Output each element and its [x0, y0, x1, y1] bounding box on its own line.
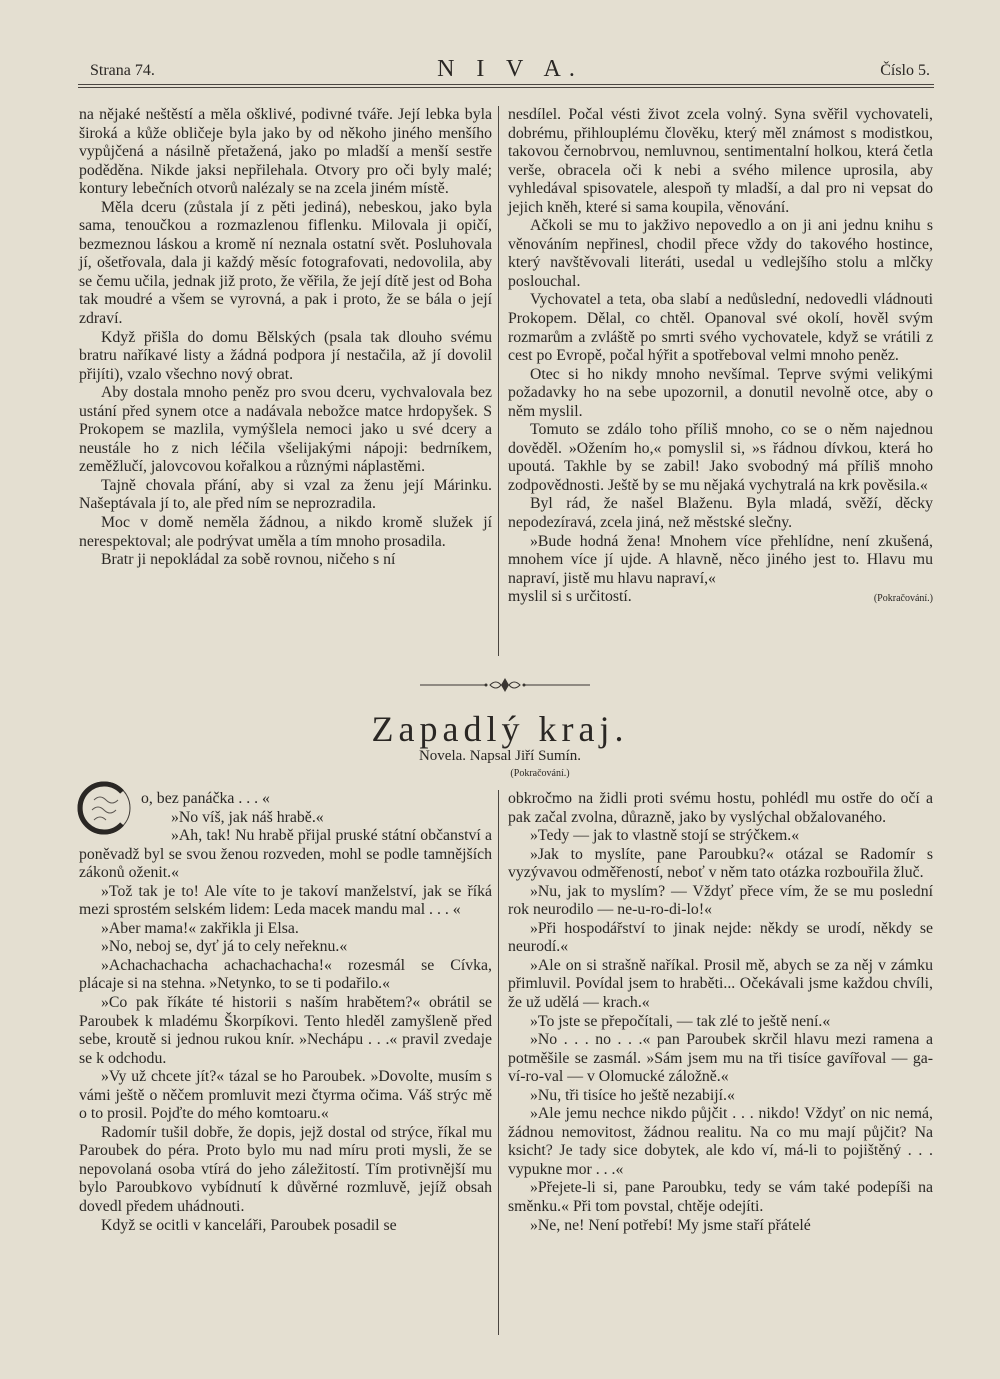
paragraph: »Při hospodářství to jinak nejde: někdy se urodí, někdy se neurodí.« — [508, 919, 933, 956]
article-byline: Novela. Napsal Jiří Sumín. — [418, 748, 582, 764]
paragraph: »No víš, jak náš hrabě.« — [171, 808, 324, 826]
magazine-title: N I V A. — [437, 56, 583, 82]
paragraph: »Ne, ne! Není potřebí! My jsme staří přátelé — [530, 1216, 811, 1234]
paragraph: Bratr ji nepokládal za sobě rovnou, ničeho s ní — [101, 551, 396, 569]
page-header — [90, 56, 930, 82]
paragraph: Byl rád, že našel Blaženu. Byla mladá, svěží, děcky nepodezíravá, zcela jiná, než městské slečny. — [508, 495, 933, 532]
paragraph: Radomír tušil dobře, že dopis, jejž dostal od strýce, říkal mu Paroubek do péra. Proto bylo mu nad míru proti mysli, že se nepovolaná osoba vtírá do jeho záležitostí. Tím protivnější mu bylo Paroubkovo vybídnutí k důvěrné rozmluvě, jejíž obsah dovedl předem uhádnouti. — [79, 1123, 492, 1216]
continued-note: (Pokračování.) — [510, 768, 570, 779]
paragraph: Aby dostala mnoho peněz pro svou dceru, vychvalovala bez ustání před synem otce a nadávala nebožce matce hrdopyšek. S Prokopem se mazlila, vymýšlela nemoci jako u své dcery a neustále ho z nich léčila všelijakými nápoji: bedrníkem, zeměžlučí, jalovcovou kořalkou a různými náplastěmi. — [79, 384, 492, 476]
paragraph: Když přišla do domu Bělských (psala tak dlouho svému bratru naříkavé listy a žádná podpora jí nestačila, až jí dovolil přijíti), vzalo všechno nový obrat. — [79, 328, 492, 383]
paragraph: »Vy už chcete jít?« tázal se ho Paroubek. »Dovolte, musím s vámi ještě o něčem promluvit mezi čtyrma očima. Váš strýc mě o to prosil. Pojďte do mého komtoaru.« — [79, 1068, 492, 1123]
paragraph: Moc v domě neměla žádnou, a nikdo kromě služek jí nerespektoval; ale podrývat uměla a tím mnoho prosadila. — [79, 514, 492, 550]
paragraph: »Bude hodná žena! Mnohem více přehlídne, není zkušená, mnohem více jí ujde. A hlavně, něco jiného jest to. Hlavu mu napraví, jistě mu hlavu napraví,« — [508, 532, 933, 587]
paragraph: »Co pak říkáte té historii s naším hrabětem?« obrátil se Paroubek k mladému Škorpíkovi. Tento hleděl zamyšleně před sebe, kroutě si jednou rukou knír. »Nechápu . . .« pravil zvedaje se k odchodu. — [79, 994, 492, 1067]
paragraph: o, bez panáčka . . . « — [141, 790, 270, 807]
paragraph: »Nu, tři tisíce ho ještě nezabijí.« — [530, 1086, 735, 1104]
drop-cap-text: C — [72, 776, 73, 777]
paragraph: »No . . . no . . .« pan Paroubek skrčil hlavu mezi ramena a potměšile se zasmál. »Sám jsem mu na tři tisíce gavířoval — ga-ví-ro-val — v Olomucké záložně.« — [508, 1031, 933, 1086]
issue-number: Číslo 5. — [880, 62, 930, 79]
paragraph: na nějaké neštěstí a měla ošklivé, podivné tváře. Její lebka byla široká a kůže obličeje byla jako by od někoho jiného menšího vypůjčená a násilně přetažená, jako po mladší a menší sestře poděděna. Nikde jaksi nepřilehala. Otvory pro oči byly malé; kontury lebečních otvorů nalézaly se na zcela jiném místě. — [79, 106, 492, 198]
paragraph: »Přejete-li si, pane Paroubku, tedy se vám také podepíši na směnku.« Při tom povstal, chtěje odejíti. — [508, 1179, 933, 1216]
paragraph: »Jak to myslíte, pane Paroubku?« otázal se Radomír s vyzývavou odměřeností, neboť v něm tato otázka rozbouřila žluč. — [508, 845, 933, 882]
paragraph: »Tedy — jak to vlastně stojí se strýčkem.« — [530, 827, 800, 845]
article2-left-column — [79, 790, 492, 1235]
paragraph: Měla dceru (zůstala jí z pěti jediná), nebeskou, jako byla sama, tenoučkou a rozmazlenou fiflenku. Milovala ji opičí, bezmeznou láskou a kromě ní neznala ostatní svět. Posluhovala jí, ošetřovala, dala ji každý měsíc fotografovati, nedovolila, aby se čemu učila, jednak již proto, že věřila, že její dítě jest od Boha tak moudré a všem se vyrovná, a pak i proto, že se bála o její zdraví. — [79, 198, 492, 328]
paragraph: »Ale jemu nechce nikdo půjčit . . . nikdo! Vždyť on nic nemá, žádnou nemovitost, žádnou realitu. Na co mu mají půjčit? Na ksicht? Je tady sice dobytek, ale kdo ví, má-li to pojištěný . . . vypukne mor . . .« — [508, 1105, 933, 1178]
paragraph: »Ah, tak! Nu hrabě přijal pruské státní občanství a poněvadž byl se svou ženou rozveden, mohl se podle tamnějších zákonů oženit.« — [79, 827, 492, 882]
paragraph: Ačkoli se mu to jakživo nepovedlo a on ji ani jednu knihu s věnováním nepřinesl, chodil přece vždy do takového hostince, který navštěvovali literáti, usedal u vedlejšího stolu a mlčky poslouchal. — [508, 217, 933, 290]
paragraph: obkročmo na židli proti svému hostu, pohlédl mu ostře do očí a pak začal zvolna, důrazně, jako by vyslýchal obžalovaného. — [508, 790, 933, 826]
paragraph: Když se ocitli v kanceláři, Paroubek posadil se — [101, 1216, 397, 1234]
paragraph: Otec si ho nikdy mnoho nevšímal. Teprve svými velikými požadavky ho na sebe upozornil, a donutil nevolně otce, aby o něm myslil. — [508, 365, 933, 420]
paragraph: Tomuto se zdálo toho příliš mnoho, co se o něm najednou dověděl. »Ožením ho,« pomyslil si, »s řádnou dívkou, která ho upoutá. Takhle by se zabil! Jako svobodný má příliš mnoho zodpovědnosti. Ještě by se mu nějaká vychytralá na krk pověsila.« — [508, 421, 933, 494]
column-divider — [498, 106, 499, 656]
paragraph: Tajně chovala přání, aby si vzal za ženu její Márinku. Našeptávala jí to, ale před ním se neprozradila. — [79, 476, 492, 513]
paragraph-end: myslil si s určitostí. — [508, 588, 632, 606]
column-divider — [498, 790, 499, 1335]
paragraph: »No, neboj se, dyť já to cely neřeknu.« — [101, 938, 348, 956]
divider-ornament-icon — [420, 676, 590, 694]
continued-note: (Pokračování.) — [873, 593, 933, 605]
article-title: Zapadlý kraj. — [371, 709, 629, 749]
article1-left-column — [79, 106, 492, 570]
paragraph: »Ale on si strašně naříkal. Prosil mě, abych se za něj v zámku přimluvil. Povídal jsem to hraběti... Očekávali jsme každou chvíli, že už udělá — krach.« — [508, 956, 933, 1012]
page-number: Strana 74. — [90, 62, 155, 79]
article1-right-column — [508, 106, 933, 609]
paragraph: nesdílel. Počal vésti život zcela volný. Syna svěřil vychovateli, dobrému, přihlouplému člověku, který měl známost s modistkou, takovou černobrvou, nemluvnou, sentimentalní holkou, která četla verše, obracela oči k nebi a svého milence uprosila, aby vyhledával spisovatele, alespoň ty mladší, a dal pro ni vepsat do jejich kněh, které si sama koupila, věnování. — [508, 106, 933, 216]
paragraph: »To jste se přepočítali, — tak zlé to ještě není.« — [530, 1012, 831, 1030]
article2-right-column — [508, 790, 933, 1235]
header-rule — [78, 84, 934, 85]
paragraph: »Tož tak je to! Ale víte to je takoví manželství, jak se říká mezi sprostém selském lidem: Leda macek mandu mal . . . « — [79, 882, 492, 919]
paragraph: Vychovatel a teta, oba slabí a nedůslední, nedovedli vládnouti Prokopem. Dělal, co chtěl. Opanoval své okolí, hověl svým rozmarům a zvláště po smrti svého vychovatele, když se vrátili z cest po Evropě, počal hýřit a spotřeboval velmi mnoho peněz. — [508, 291, 933, 365]
paragraph: »Aber mama!« zakřikla ji Elsa. — [101, 919, 299, 937]
header-rule-secondary — [78, 87, 934, 88]
paragraph: »Nu, jak to myslím? — Vždyť přece vím, že se mu poslední rok neurodilo — ne-u-ro-di-lo!« — [508, 882, 933, 919]
paragraph: »Achachachacha achachachacha!« rozesmál se Cívka, plácaje si na stehna. »Netynko, to se ti podařilo.« — [79, 956, 492, 993]
